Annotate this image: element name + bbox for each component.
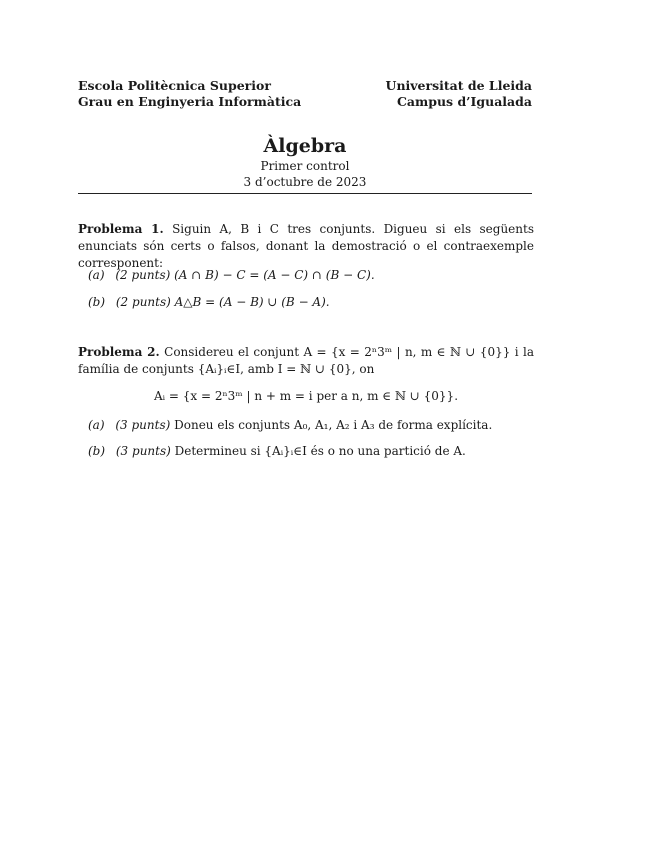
item-label: (a) bbox=[88, 418, 105, 432]
exam-title: Àlgebra bbox=[263, 135, 347, 157]
problem-1-item-a bbox=[88, 267, 534, 284]
problem-1-item-b bbox=[88, 294, 534, 311]
item-label: (b) bbox=[88, 295, 106, 309]
item-text: A△B = (A − B) ∪ (B − A). bbox=[174, 295, 330, 309]
problem-2-statement: Considereu el conjunt A = {x = 2ⁿ3ᵐ | n, m ∈ ℕ ∪ {0}} i la família de conjunts {Aᵢ}ᵢ∈I, amb I = ℕ ∪ {0}, on bbox=[78, 345, 534, 376]
university-header bbox=[386, 78, 532, 110]
problem-1-heading: Problema 1. bbox=[78, 222, 164, 236]
item-label: (a) bbox=[88, 268, 105, 282]
degree-name: Grau en Enginyeria Informàtica bbox=[78, 94, 302, 109]
problem-2-heading: Problema 2. bbox=[78, 345, 160, 359]
exam-date: 3 d’octubre de 2023 bbox=[243, 175, 367, 189]
item-text: (A ∩ B) − C = (A − C) ∩ (B − C). bbox=[174, 268, 375, 282]
item-text: Determineu si {Aᵢ}ᵢ∈I és o no una partició de A. bbox=[174, 444, 466, 458]
item-points: (2 punts) bbox=[115, 268, 171, 282]
item-label: (b) bbox=[88, 444, 106, 458]
problem-2-item-a bbox=[88, 417, 534, 434]
title-block bbox=[78, 134, 532, 190]
item-points: (2 punts) bbox=[115, 295, 171, 309]
item-points: (3 punts) bbox=[115, 418, 171, 432]
problem-1 bbox=[78, 221, 534, 272]
item-points: (3 punts) bbox=[115, 444, 171, 458]
problem-1-statement: Siguin A, B i C tres conjunts. Digueu si els següents enunciats són certs o falsos, donant la demostració o el contraexemple corresponent: bbox=[78, 222, 534, 270]
school-name: Escola Politècnica Superior bbox=[78, 78, 271, 93]
exam-subtitle: Primer control bbox=[260, 159, 350, 173]
problem-2-equation: Aᵢ = {x = 2ⁿ3ᵐ | n + m = i per a n, m ∈ ℕ ∪ {0}}. bbox=[153, 389, 459, 403]
problem-2-item-b bbox=[88, 443, 534, 460]
school-header bbox=[78, 78, 301, 110]
title-divider bbox=[78, 193, 532, 194]
university-name: Universitat de Lleida bbox=[385, 78, 532, 93]
item-text: Doneu els conjunts A₀, A₁, A₂ i A₃ de forma explícita. bbox=[174, 418, 493, 432]
problem-2 bbox=[78, 344, 534, 378]
campus-name: Campus d’Igualada bbox=[396, 94, 532, 109]
